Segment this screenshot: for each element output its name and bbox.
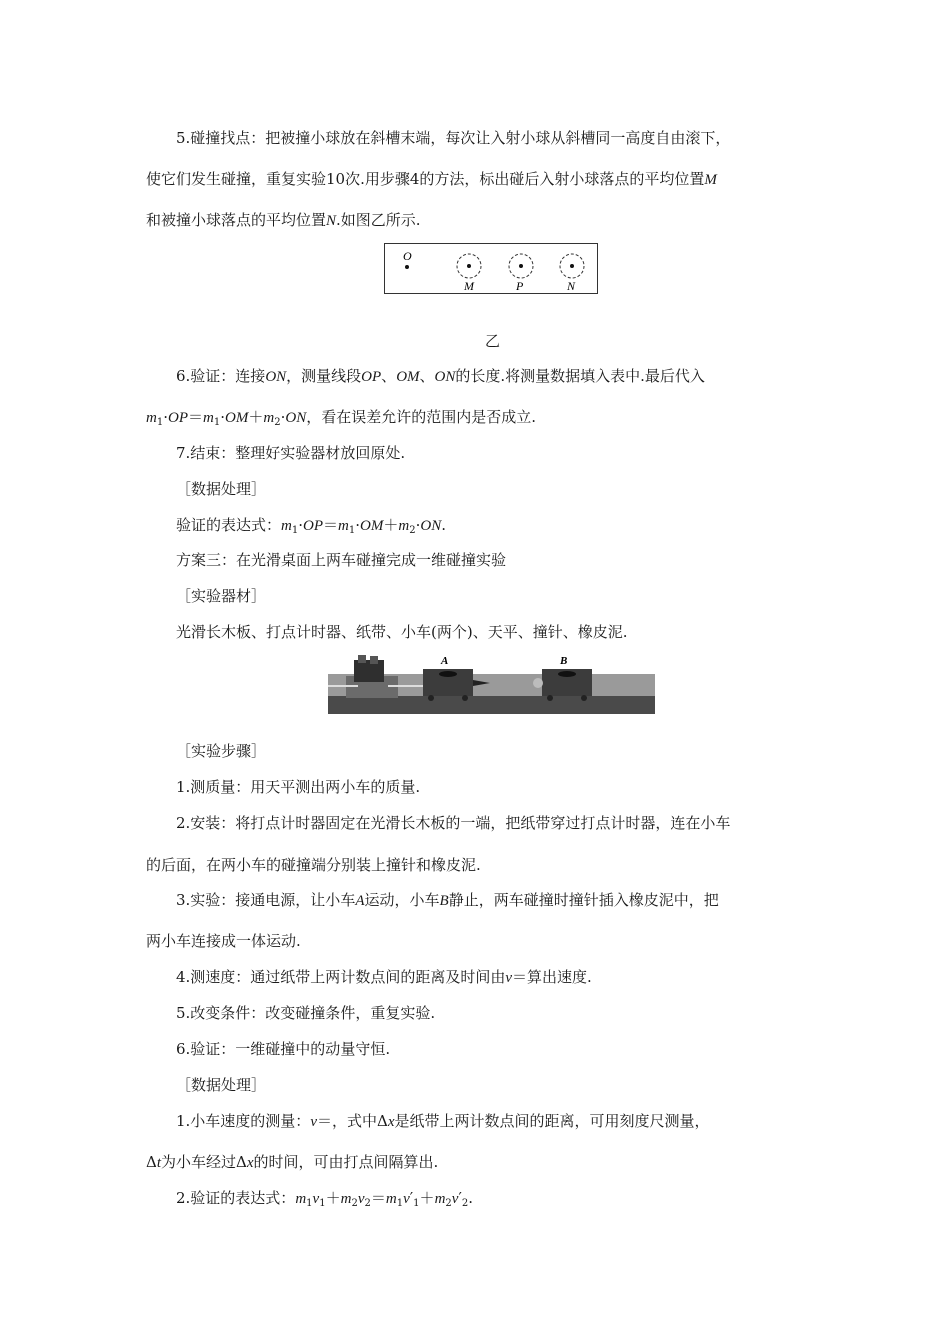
equipment-list: 光滑长木板、打点计时器、纸带、小车(两个)、天平、撞针、橡皮泥. [176,623,628,641]
step-verify: 6.验证：一维碰撞中的动量守恒. [176,1040,391,1058]
step5-line1: 5.碰撞找点：把被撞小球放在斜槽末端，每次让入射小球从斜槽同一高度自由滚下， [176,129,731,147]
speed-measurement-line1: 1.小车速度的测量：v＝，式中Δx是纸带上两计数点间的距离，可用刻度尺测量， [176,1112,710,1130]
cart-b-wheel [547,695,553,701]
point-p [519,264,523,268]
verification-expression-2: 2.验证的表达式：$m_1v_1+m_2v_2=m_1v'_1+m_2v'_2$. [176,1189,474,1209]
step-change-conditions: 5.改变条件：改变碰撞条件，重复实验. [176,1004,436,1022]
cart-a-wheel-2 [462,695,468,701]
step-measure-speed: 4.测速度：通过纸带上两计数点间的距离及时间由v＝算出速度. [176,968,592,986]
step6-line1: 6.验证：连接ON，测量线段OP、OM、ON的长度.将测量数据填入表中.最后代入 [176,367,705,385]
label-cart-b: B [560,655,568,667]
label-cart-a: A [441,655,449,667]
cart-a-hole [439,671,457,677]
track-edge [328,696,655,714]
heading-data-processing-2: ［数据处理］ [176,1076,267,1094]
timer-knob [358,655,366,663]
step7: 7.结束：整理好实验器材放回原处. [176,444,406,462]
label-o: O [403,249,412,263]
step-install-line2: 的后面，在两小车的碰撞端分别装上撞针和橡皮泥. [146,856,481,874]
cart-apparatus-svg [328,652,655,714]
step-measure-mass: 1.测质量：用天平测出两小车的质量. [176,778,421,796]
label-n: N [567,279,576,293]
timer-knob-2 [370,656,378,664]
timer-body [354,660,384,682]
point-m [467,264,471,268]
cart-apparatus-figure [328,652,655,714]
heading-equipment: ［实验器材］ [176,587,267,605]
landing-points-svg [385,244,597,293]
point-n [570,264,574,268]
label-p: P [516,279,524,293]
speed-measurement-line2: Δt为小车经过Δx的时间，可由打点间隔算出. [146,1153,439,1171]
step6-formula: $m_1\cdot OP=m_1\cdot OM+m_2\cdot ON$，看在误差允许的范围内是否成立. [146,408,536,428]
step-install-line1: 2.安装：将打点计时器固定在光滑长木板的一端，把纸带穿过打点计时器，连在小车 [176,814,731,832]
cart-a-wheel [428,695,434,701]
point-o [405,265,409,269]
putty [533,678,543,688]
figure-caption: 乙 [485,332,501,350]
step5-line2: 使它们发生碰撞，重复实验10次.用步骤4的方法，标出碰后入射小球落点的平均位置M [146,170,717,188]
heading-steps: ［实验步骤］ [176,742,267,760]
label-m: M [464,279,474,293]
step-experiment-line1: 3.实验：接通电源，让小车A运动，小车B静止，两车碰撞时撞针插入橡皮泥中，把 [176,891,719,909]
plan-three: 方案三：在光滑桌面上两车碰撞完成一维碰撞实验 [176,551,507,569]
heading-data-processing-1: ［数据处理］ [176,480,267,498]
step-experiment-line2: 两小车连接成一体运动. [146,932,301,950]
landing-points-figure [384,243,598,294]
step5-line3: 和被撞小球落点的平均位置N.如图乙所示. [146,211,421,229]
verification-expression-1: 验证的表达式：$m_1\cdot OP=m_1\cdot OM+m_2\cdot ON$. [176,516,446,536]
cart-b-hole [558,671,576,677]
cart-b-wheel-2 [581,695,587,701]
